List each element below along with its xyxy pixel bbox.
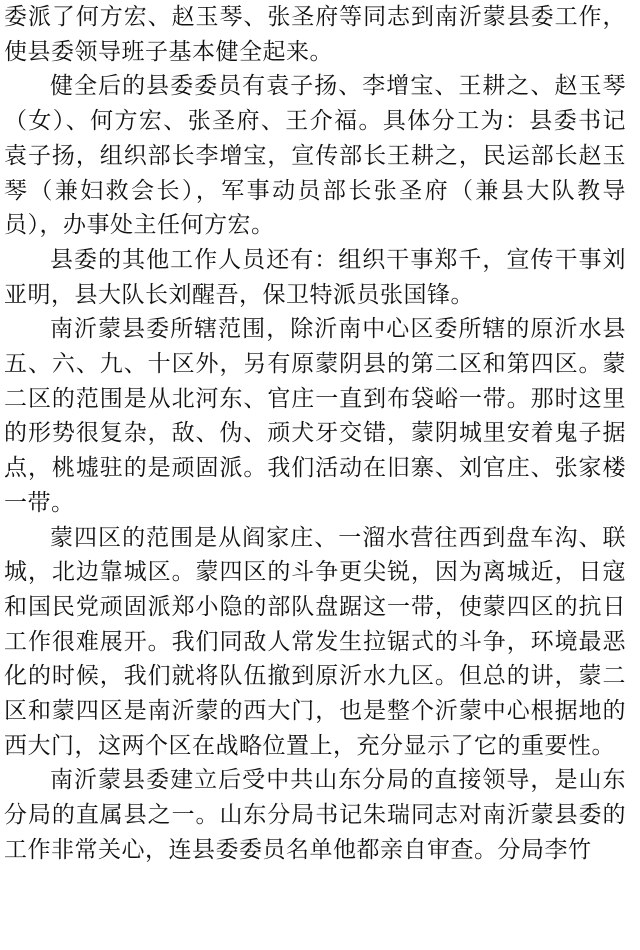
paragraph-other-staff: 县委的其他工作人员还有：组织干事郑千，宣传干事刘亚明，县大队长刘醒吾，保卫特派员张国锋。 <box>4 246 626 308</box>
paragraph-district-four: 蒙四区的范围是从阎家庄、一溜水营往西到盘车沟、联城，北边靠城区。蒙四区的斗争更尖锐，因为离城近，日寇和国民党顽固派郑小隐的部队盘踞这一带，使蒙四区的抗日工作很难展开。我们同敌人常发生拉锯式的斗争，环境最恶化的时候，我们就将队伍撤到原沂水九区。但总的讲，蒙二区和蒙四区是南沂蒙的西大门，也是整个沂蒙中心根据地的西大门，这两个区在战略位置上，充分显示了它的重要性。 <box>4 524 626 759</box>
paragraph-leadership: 南沂蒙县委建立后受中共山东分局的直接领导，是山东分局的直属县之一。山东分局书记朱瑞同志对南沂蒙县委的工作非常关心，连县委委员名单他都亲自审查。分局李竹 <box>4 767 626 863</box>
paragraph-continued: 委派了何方宏、赵玉琴、张圣府等同志到南沂蒙县委工作，使县委领导班子基本健全起来。 <box>4 4 626 65</box>
paragraph-jurisdiction: 南沂蒙县委所辖范围，除沂南中心区委所辖的原沂水县五、六、九、十区外，另有原蒙阴县的第二区和第四区。蒙二区的范围是从北河东、官庄一直到布袋峪一带。那时这里的形势很复杂，敌、伪、顽犬牙交错，蒙阴城里安着鬼子据点，桃墟驻的是顽固派。我们活动在旧寨、刘官庄、张家楼一带。 <box>4 316 626 516</box>
paragraph-committee-members: 健全后的县委委员有袁子扬、李增宝、王耕之、赵玉琴（女）、何方宏、张圣府、王介福。具体分工为：县委书记袁子扬，组织部长李增宝，宣传部长王耕之，民运部长赵玉琴（兼妇救会长），军事动员部长张圣府（兼县大队教导员），办事处主任何方宏。 <box>4 73 626 239</box>
